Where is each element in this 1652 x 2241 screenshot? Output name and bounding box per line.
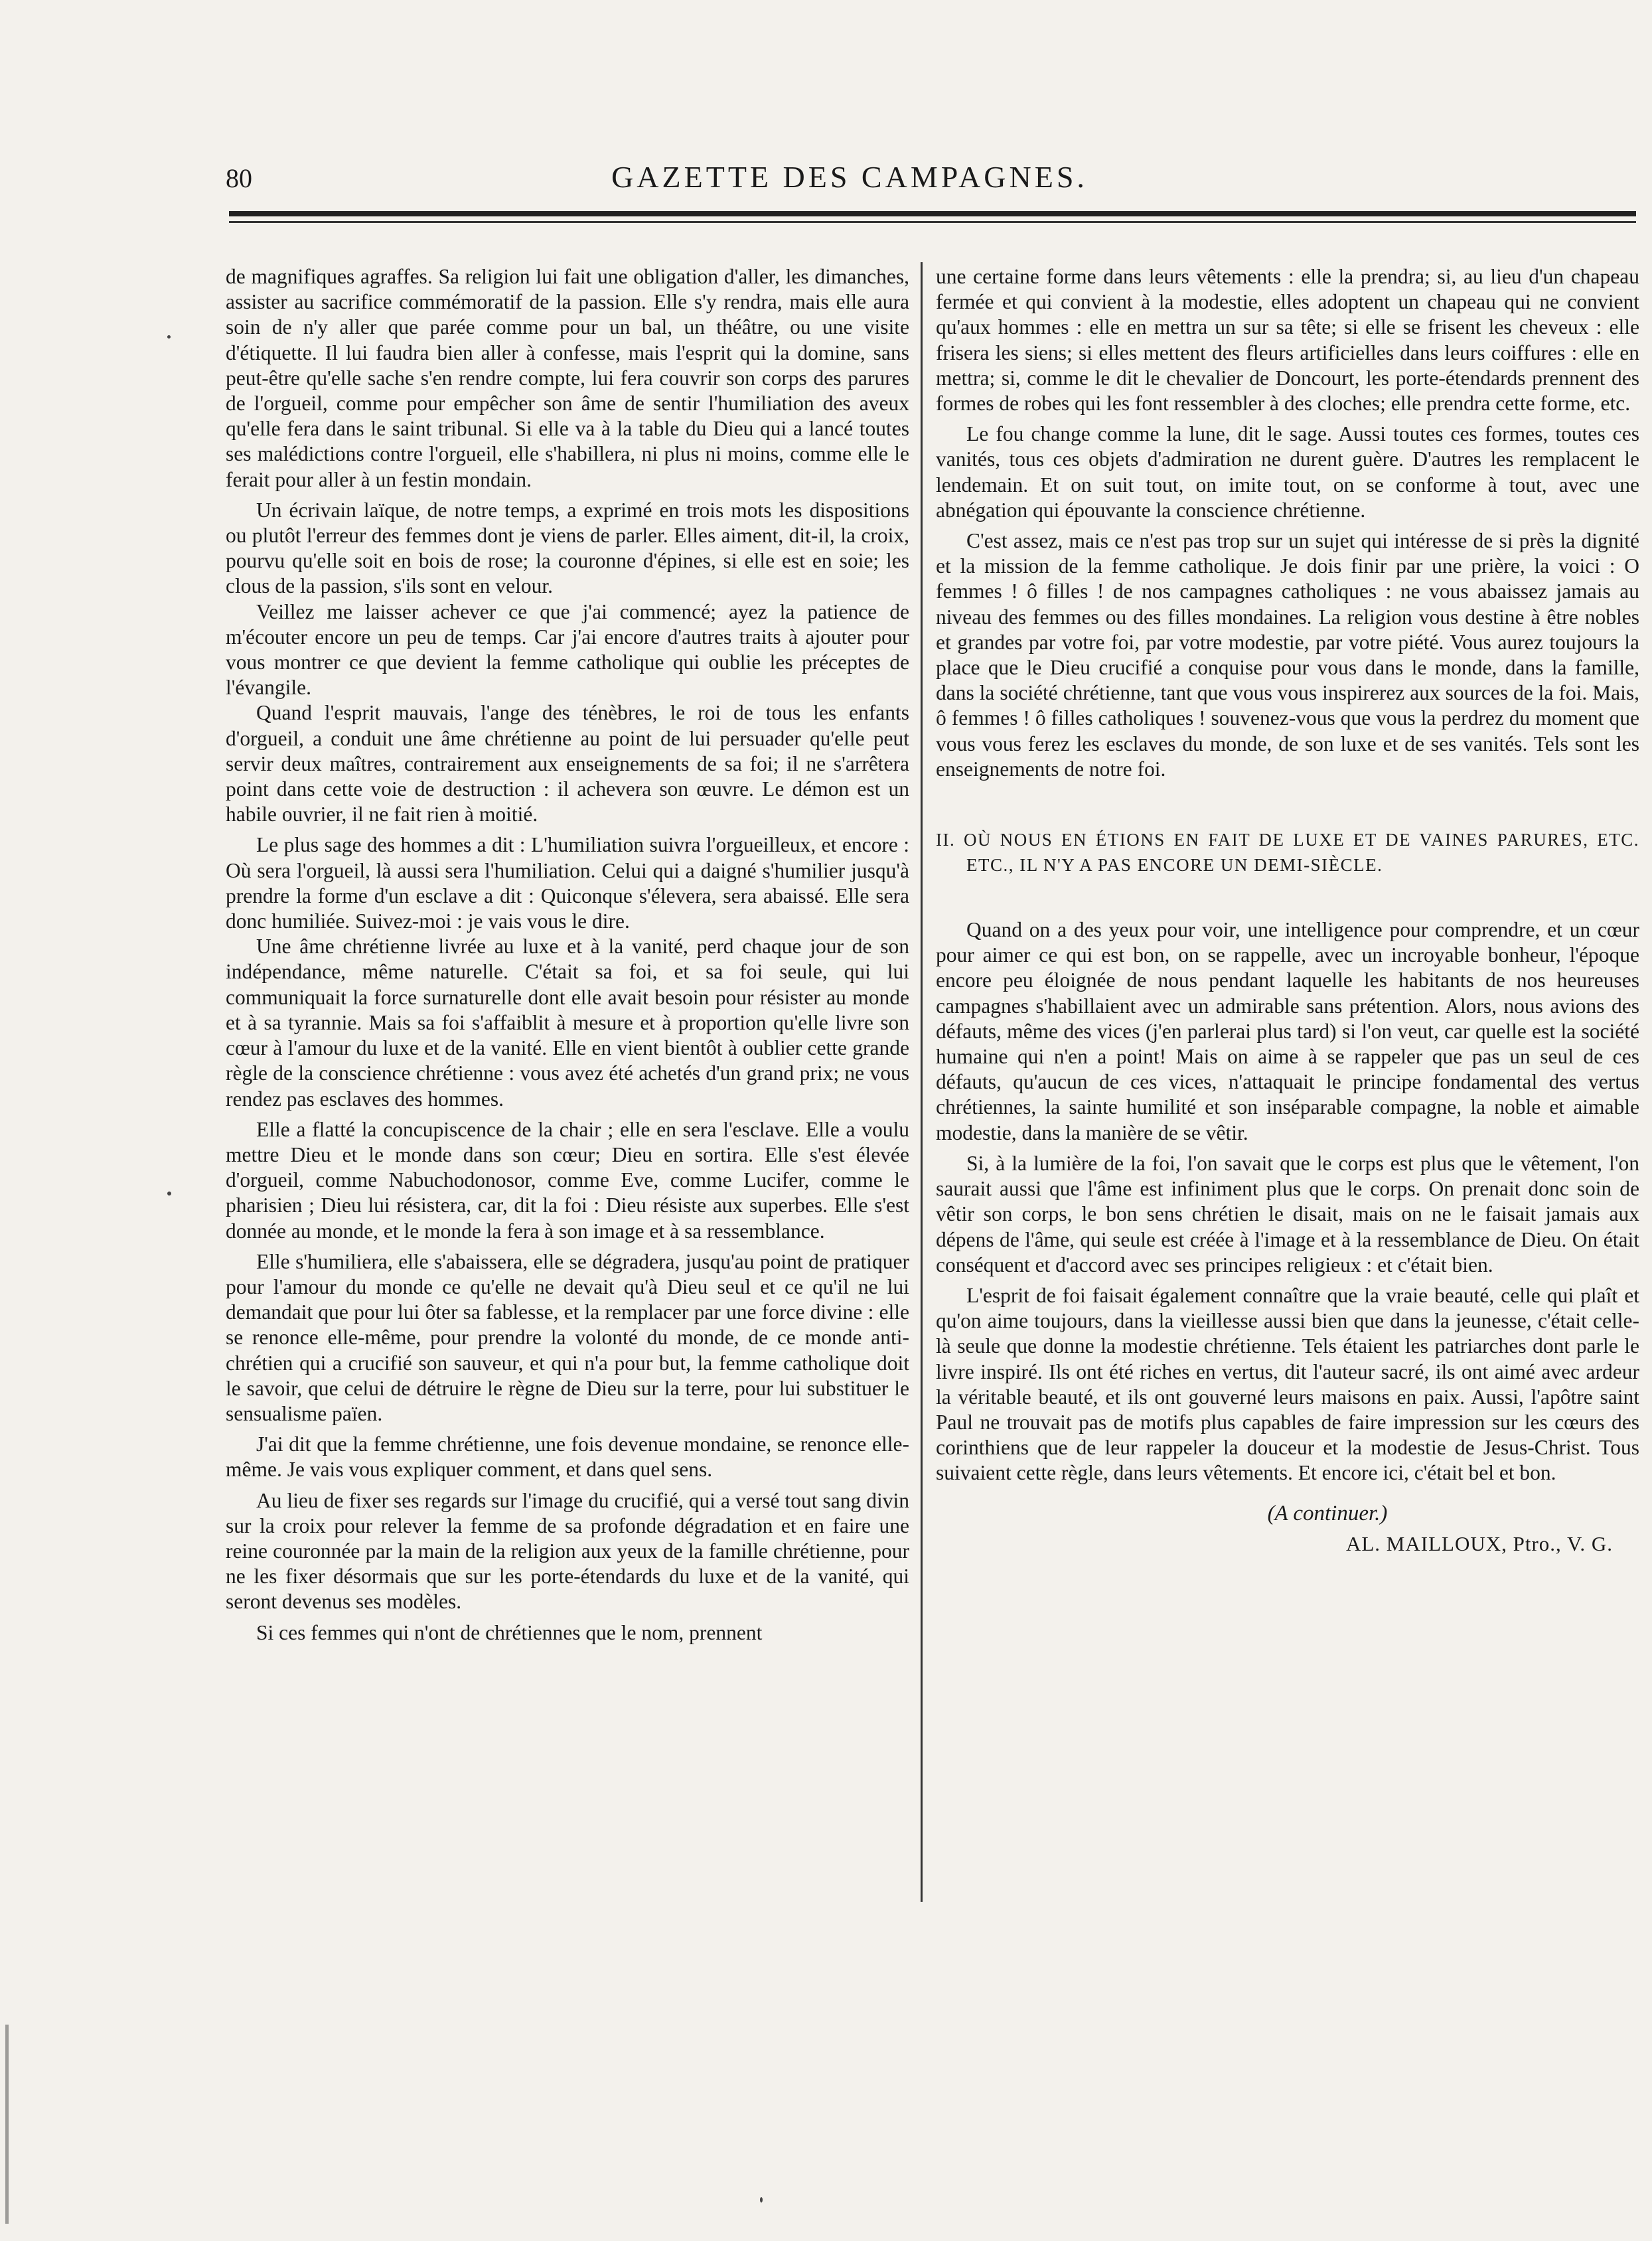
paragraph: Elle a flatté la concupiscence de la chair ; elle en sera l'esclave. Elle a voulu mettre Dieu et le monde dans son cœur; Dieu en sortira. Elle s'est élevée d'orgueil, comme Nabuchodonosor, comme Eve, comme Lucifer, comme le pharisien ; Dieu lui résistera, car, dit la foi : Dieu résiste aux superbes. Elle s'est donnée au monde, et le monde la fera à son image et à sa ressemblance. [226,1117,909,1243]
paragraph: Quand l'esprit mauvais, l'ange des ténèbres, le roi de tous les enfants d'orgueil, a conduit une âme chrétienne au point de lui persuader qu'elle peut servir deux maîtres, contrairement aux enseignements de sa foi; il ne s'arrêtera point dans cette voie de destruction : il achevera son œuvre. Le démon est un habile ouvrier, il ne fait rien à moitié. [226,701,909,826]
header-rule-thick [229,211,1636,216]
paragraph: Le fou change comme la lune, dit le sage. Aussi toutes ces formes, toutes ces vanités, tous ces objets d'admiration ne durent guère. D'autres les remplacent le lendemain. Et on suit tout, on imite tout, on se conforme à tout, avec une abnégation qui épouvante la conscience chrétienne. [936,422,1639,522]
header-rule-thin [229,221,1636,223]
paragraph: une certaine forme dans leurs vêtements : elle la prendra; si, au lieu d'un chapeau fermée et qui convient à la modestie, elles adoptent un chapeau qui ne convient qu'aux hommes : elle en mettra un sur sa tête; si elle se frisent les cheveux : elle frisera les siens; si elles mettent des fleurs artificielles dans leurs coiffures : elle en mettra; si, comme le dit le chevalier de Doncourt, les porte-étendards prennent des formes de robes qui les font ressembler à des cloches; elle prendra cette forme, etc. [936,265,1639,416]
paragraph: de magnifiques agraffes. Sa religion lui fait une obligation d'aller, les dimanches, assister au sacrifice commémoratif de la passion. Elle s'y rendra, mais elle aura soin de n'y aller que parée comme pour un bal, un théâtre, ou une visite d'étiquette. Il lui faudra bien aller à confesse, mais l'esprit qui la domine, sans peut-être qu'elle sache s'en rendre compte, lui fera couvrir son corps des parures de l'orgueil, comme pour empêcher son âme de sentir l'humiliation des aveux qu'elle fera dans le saint tribunal. Si elle va à la table du Dieu qui a lancé toutes ses malédictions contre l'orgueil, elle s'habillera, ni plus ni moins, comme elle le ferait pour aller à un festin mondain. [226,265,909,491]
paragraph: L'esprit de foi faisait également connaître que la vraie beauté, celle qui plaît et qu'on aime toujours, dans la vieillesse aussi bien que dans la jeunesse, c'était celle-là seule que donne la modestie chrétienne. Tels étaient les patriarches dont parle le livre inspiré. Ils ont été riches en vertus, dit l'auteur sacré, ils ont aimé avec ardeur la véritable beauté, et ils ont gouverné leurs maisons en paix. Aussi, l'apôtre saint Paul ne trouvait pas de motifs plus capables de faire impression sur les cœurs des corinthiens que de leur rappeler la douceur et la modestie de Jesus-Christ. Tous suivaient cette règle, dans leurs vêtements. Et encore ici, c'était bel et bon. [936,1283,1639,1485]
paragraph: Au lieu de fixer ses regards sur l'image du crucifié, qui a versé tout sang divin sur la croix pour relever la femme de sa profonde dégradation et en faire une reine couronnée par la main de la religion aux yeux de la famille chrétienne, pour ne les fixer désormais que sur les porte-étendards du luxe et de la vanité, qui seront devenus ses modèles. [226,1488,909,1614]
section-heading: II. OÙ NOUS EN ÉTIONS EN FAIT DE LUXE ET DE VAINES PARURES, ETC. ETC., IL N'Y A PAS ENCORE UN DEMI-SIÈCLE. [936,830,1639,876]
right-column [936,264,1639,1557]
paragraph: Si, à la lumière de la foi, l'on savait que le corps est plus que le vêtement, l'on saurait aussi que l'âme est infiniment plus que le corps. On prenait donc soin de vêtir son corps, le bon sens chrétien le disait, mais on ne le faisait jamais aux dépens de l'âme, qui seule est créée à l'image et à la ressemblance de Dieu. On était conséquent et d'accord avec ses principes religieux : et c'était bien. [936,1151,1639,1276]
paragraph: Un écrivain laïque, de notre temps, a exprimé en trois mots les dispositions ou plutôt l'erreur des femmes dont je viens de parler. Elles aiment, dit-il, la croix, pourvu qu'elle soit en bois de rose; la couronne d'épines, si elle est en soie; les clous de la passion, s'ils sont en velour. [226,498,909,598]
scan-margin-mark [5,2025,9,2224]
page-number: 80 [226,163,252,193]
masthead-title: GAZETTE DES CAMPAGNES. [611,160,1088,194]
paragraph: Si ces femmes qui n'ont de chrétiennes que le nom, prennent [256,1620,763,1644]
paragraph: C'est assez, mais ce n'est pas trop sur un sujet qui intéresse de si près la dignité et la mission de la femme catholique. Je dois finir par une prière, la voici : O femmes ! ô filles ! de nos campagnes catholiques : ne vous abaissez jamais au niveau des femmes ou des filles mondaines. La religion vous destine à être nobles et grandes par votre foi, par votre modestie, par votre piété. Vous aurez toujours la place que le Dieu crucifié a conquise pour vous dans le monde, dans la famille, dans la société chrétienne, tant que vous vous inspirerez aux sources de la foi. Mais, ô femmes ! ô filles catholiques ! souvenez-vous que vous la perdrez du moment que vous vous ferez les esclaves du monde, de son luxe et de ses vanités. Tels sont les enseignements de notre foi. [936,529,1639,781]
paragraph: Veillez me laisser achever ce que j'ai commencé; ayez la patience de m'écouter encore un peu de temps. Car j'ai encore d'autres traits à ajouter pour vous montrer ce que devient la femme catholique qui oublie les préceptes de l'évangile. [226,599,909,700]
to-continue-note: (A continuer.) [1267,1501,1388,1525]
scan-speck [167,335,171,339]
paragraph: Quand on a des yeux pour voir, une intelligence pour comprendre, et un cœur pour aimer ce qui est bon, on se rappelle, avec un incroyable bonheur, l'époque encore peu éloignée de nous pendant laquelle les habitants de nos heureuses campagnes s'habillaient avec un admirable sans prétention. Alors, nous avions des défauts, même des vices (j'en parlerai plus tard) si l'on veut, car quelle est la société humaine qui n'en a point! Mais on aime à se rappeler que pas un seul de ces défauts, qu'aucun de ces vices, n'attaquait le principe fondamental des vertus chrétiennes, la sainte humilité et son inséparable compagne, la noble et aimable modestie, dans la manière de se vêtir. [936,918,1639,1144]
paragraph: J'ai dit que la femme chrétienne, une fois devenue mondaine, se renonce elle-même. Je vais vous expliquer comment, et dans quel sens. [226,1432,909,1482]
left-column [226,264,909,1646]
paragraph: Une âme chrétienne livrée au luxe et à la vanité, perd chaque jour de son indépendance, même naturelle. C'était sa foi, et sa foi seule, qui lui communiquait la force surnaturelle dont elle avait besoin pour résister au monde et à sa tyrannie. Mais sa foi s'affaiblit à mesure et à proportion qu'elle livre son cœur à l'amour du luxe et de la vanité. Elle en vient bientôt à oublier cette grande règle de la conscience chrétienne : vous avez été achetés d'un grand prix; ne vous rendez pas esclaves des hommes. [226,935,909,1111]
column-divider [921,262,923,1902]
paragraph: Le plus sage des hommes a dit : L'humiliation suivra l'orgueilleux, et encore : Où sera l'orgueil, là aussi sera l'humiliation. Celui qui a daigné s'humilier jusqu'à prendre la forme d'un esclave a dit : Quiconque s'élevera, sera abaissé. Elle sera donc humiliée. Suivez-moi : je vais vous le dire. [226,833,909,933]
scan-speck [167,1192,171,1196]
paragraph: Elle s'humiliera, elle s'abaissera, elle se dégradera, jusqu'au point de pratiquer pour l'amour du monde ce qu'elle ne devait qu'à Dieu seul et ce qu'il ne lui demandait que pour lui ôter sa fablesse, et la remplacer par une force divine : elle se renonce elle-même, pour prendre la volonté du monde, de ce monde anti-chrétien qui a crucifié son sauveur, et qui n'a pour but, la femme catholique doit le savoir, que celui de détruire le règne de Dieu sur la terre, pour lui substituer le sensualisme païen. [226,1249,909,1425]
author-signature: AL. MAILLOUX, Ptro., V. G. [1345,1531,1613,1555]
scan-speck [760,2197,763,2202]
